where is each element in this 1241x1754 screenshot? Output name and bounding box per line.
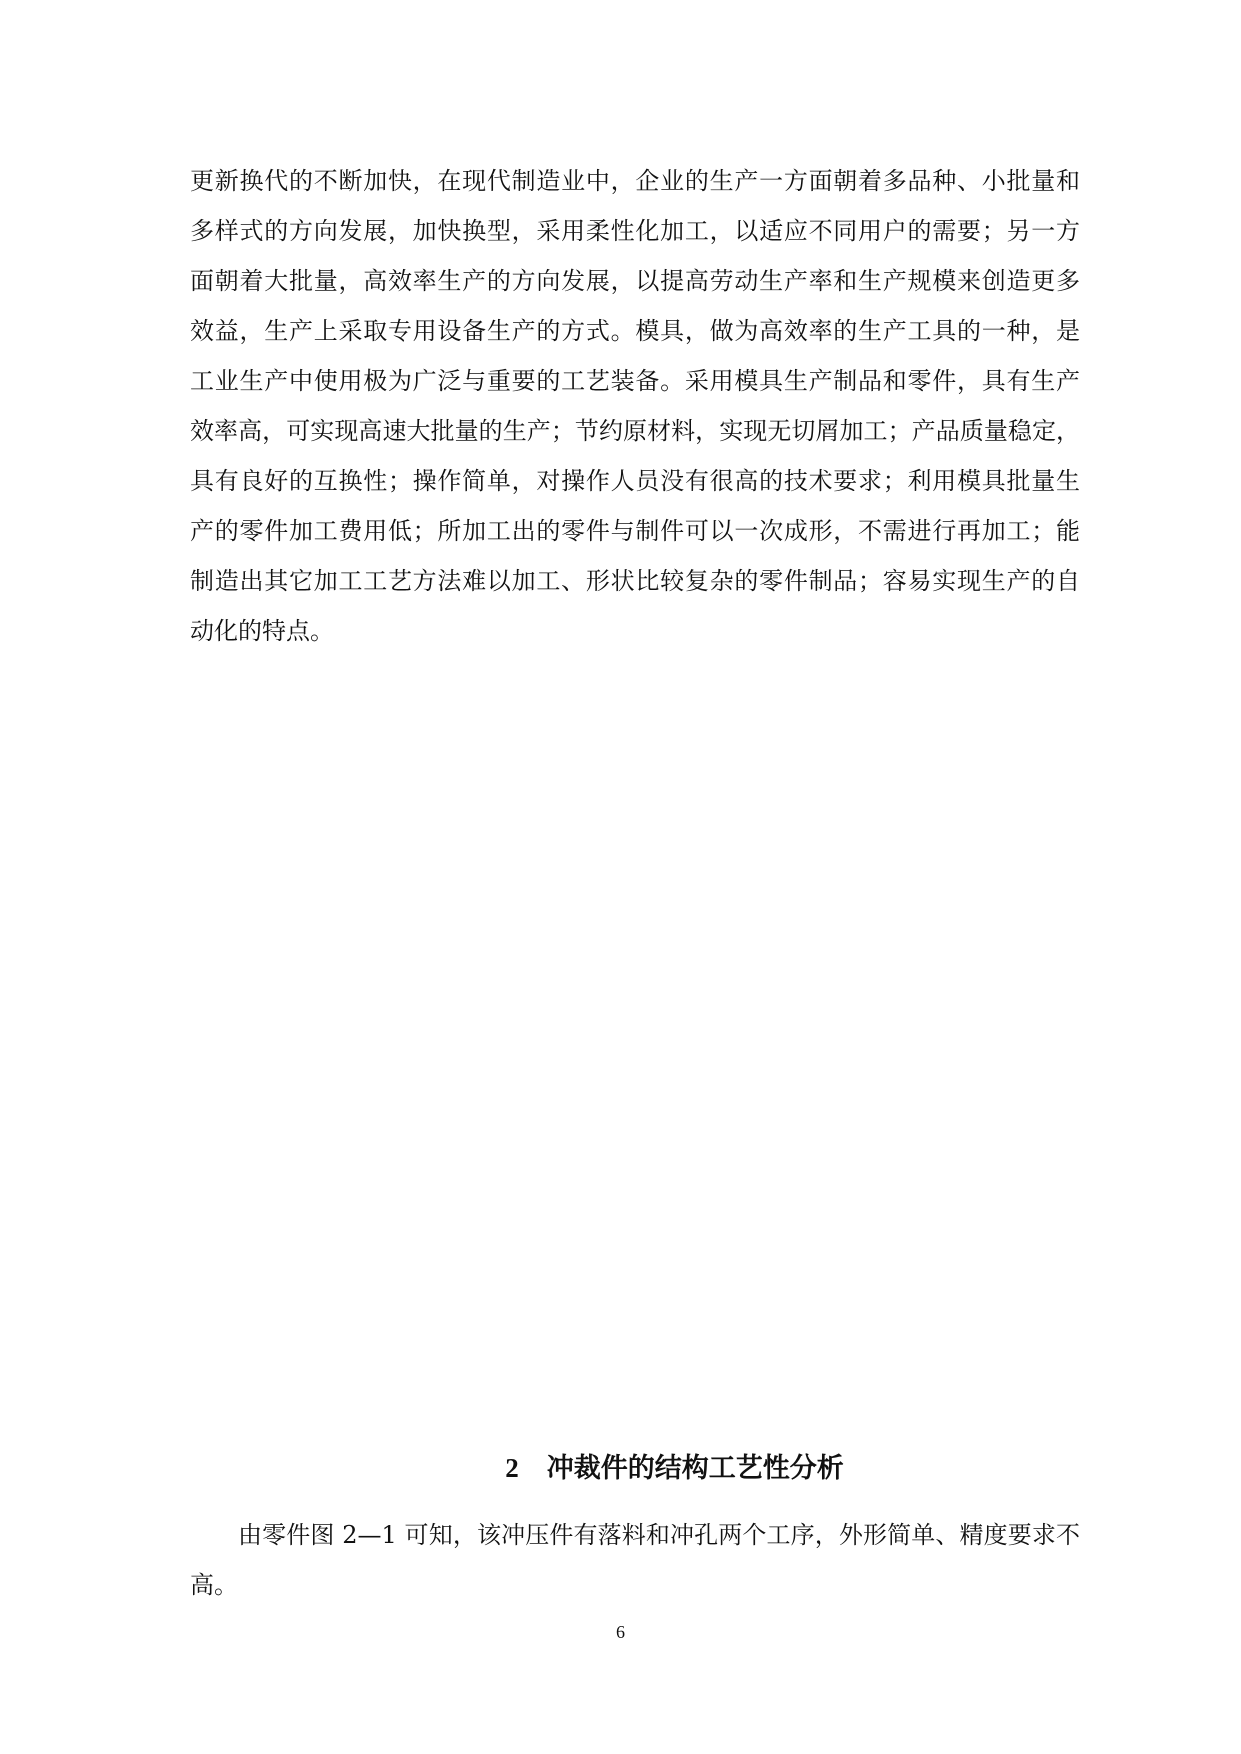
page-number: 6 [616,1622,625,1642]
paragraph-line: 动化的特点。 [190,617,334,645]
paragraph-line: 效率高，可实现高速大批量的生产；节约原材料，实现无切屑加工；产品质量稳定， [190,417,1080,445]
paragraph-line: 制造出其它加工工艺方法难以加工、形状比较复杂的零件制品；容易实现生产的自 [190,567,1080,595]
section-title: 冲裁件的结构工艺性分析 [546,1453,844,1484]
paragraph-line: 面朝着大批量，高效率生产的方向发展，以提高劳动生产率和生产规模来创造更多 [190,267,1080,295]
paragraph-line: 产的零件加工费用低；所加工出的零件与制件可以一次成形，不需进行再加工；能 [190,517,1080,545]
paragraph-line: 高。 [190,1571,238,1599]
section-paragraph [190,1510,1080,1610]
section-number: 2 [505,1453,519,1483]
paragraph-line: 工业生产中使用极为广泛与重要的工艺装备。采用模具生产制品和零件，具有生产 [190,367,1080,395]
paragraph-line: 效益，生产上采取专用设备生产的方式。模具，做为高效率的生产工具的一种，是 [190,317,1080,345]
paragraph-line: 更新换代的不断加快，在现代制造业中，企业的生产一方面朝着多品种、小批量和 [190,167,1080,195]
paragraph-line: 具有良好的互换性；操作简单，对操作人员没有很高的技术要求；利用模具批量生 [190,467,1080,495]
body-paragraph [190,156,1080,656]
paragraph-line: 多样式的方向发展，加快换型，采用柔性化加工，以适应不同用户的需要；另一方 [190,217,1080,245]
paragraph-line: 由零件图 2—1 可知，该冲压件有落料和冲孔两个工序，外形简单、精度要求不 [238,1521,1080,1549]
section-heading [0,1445,1241,1491]
